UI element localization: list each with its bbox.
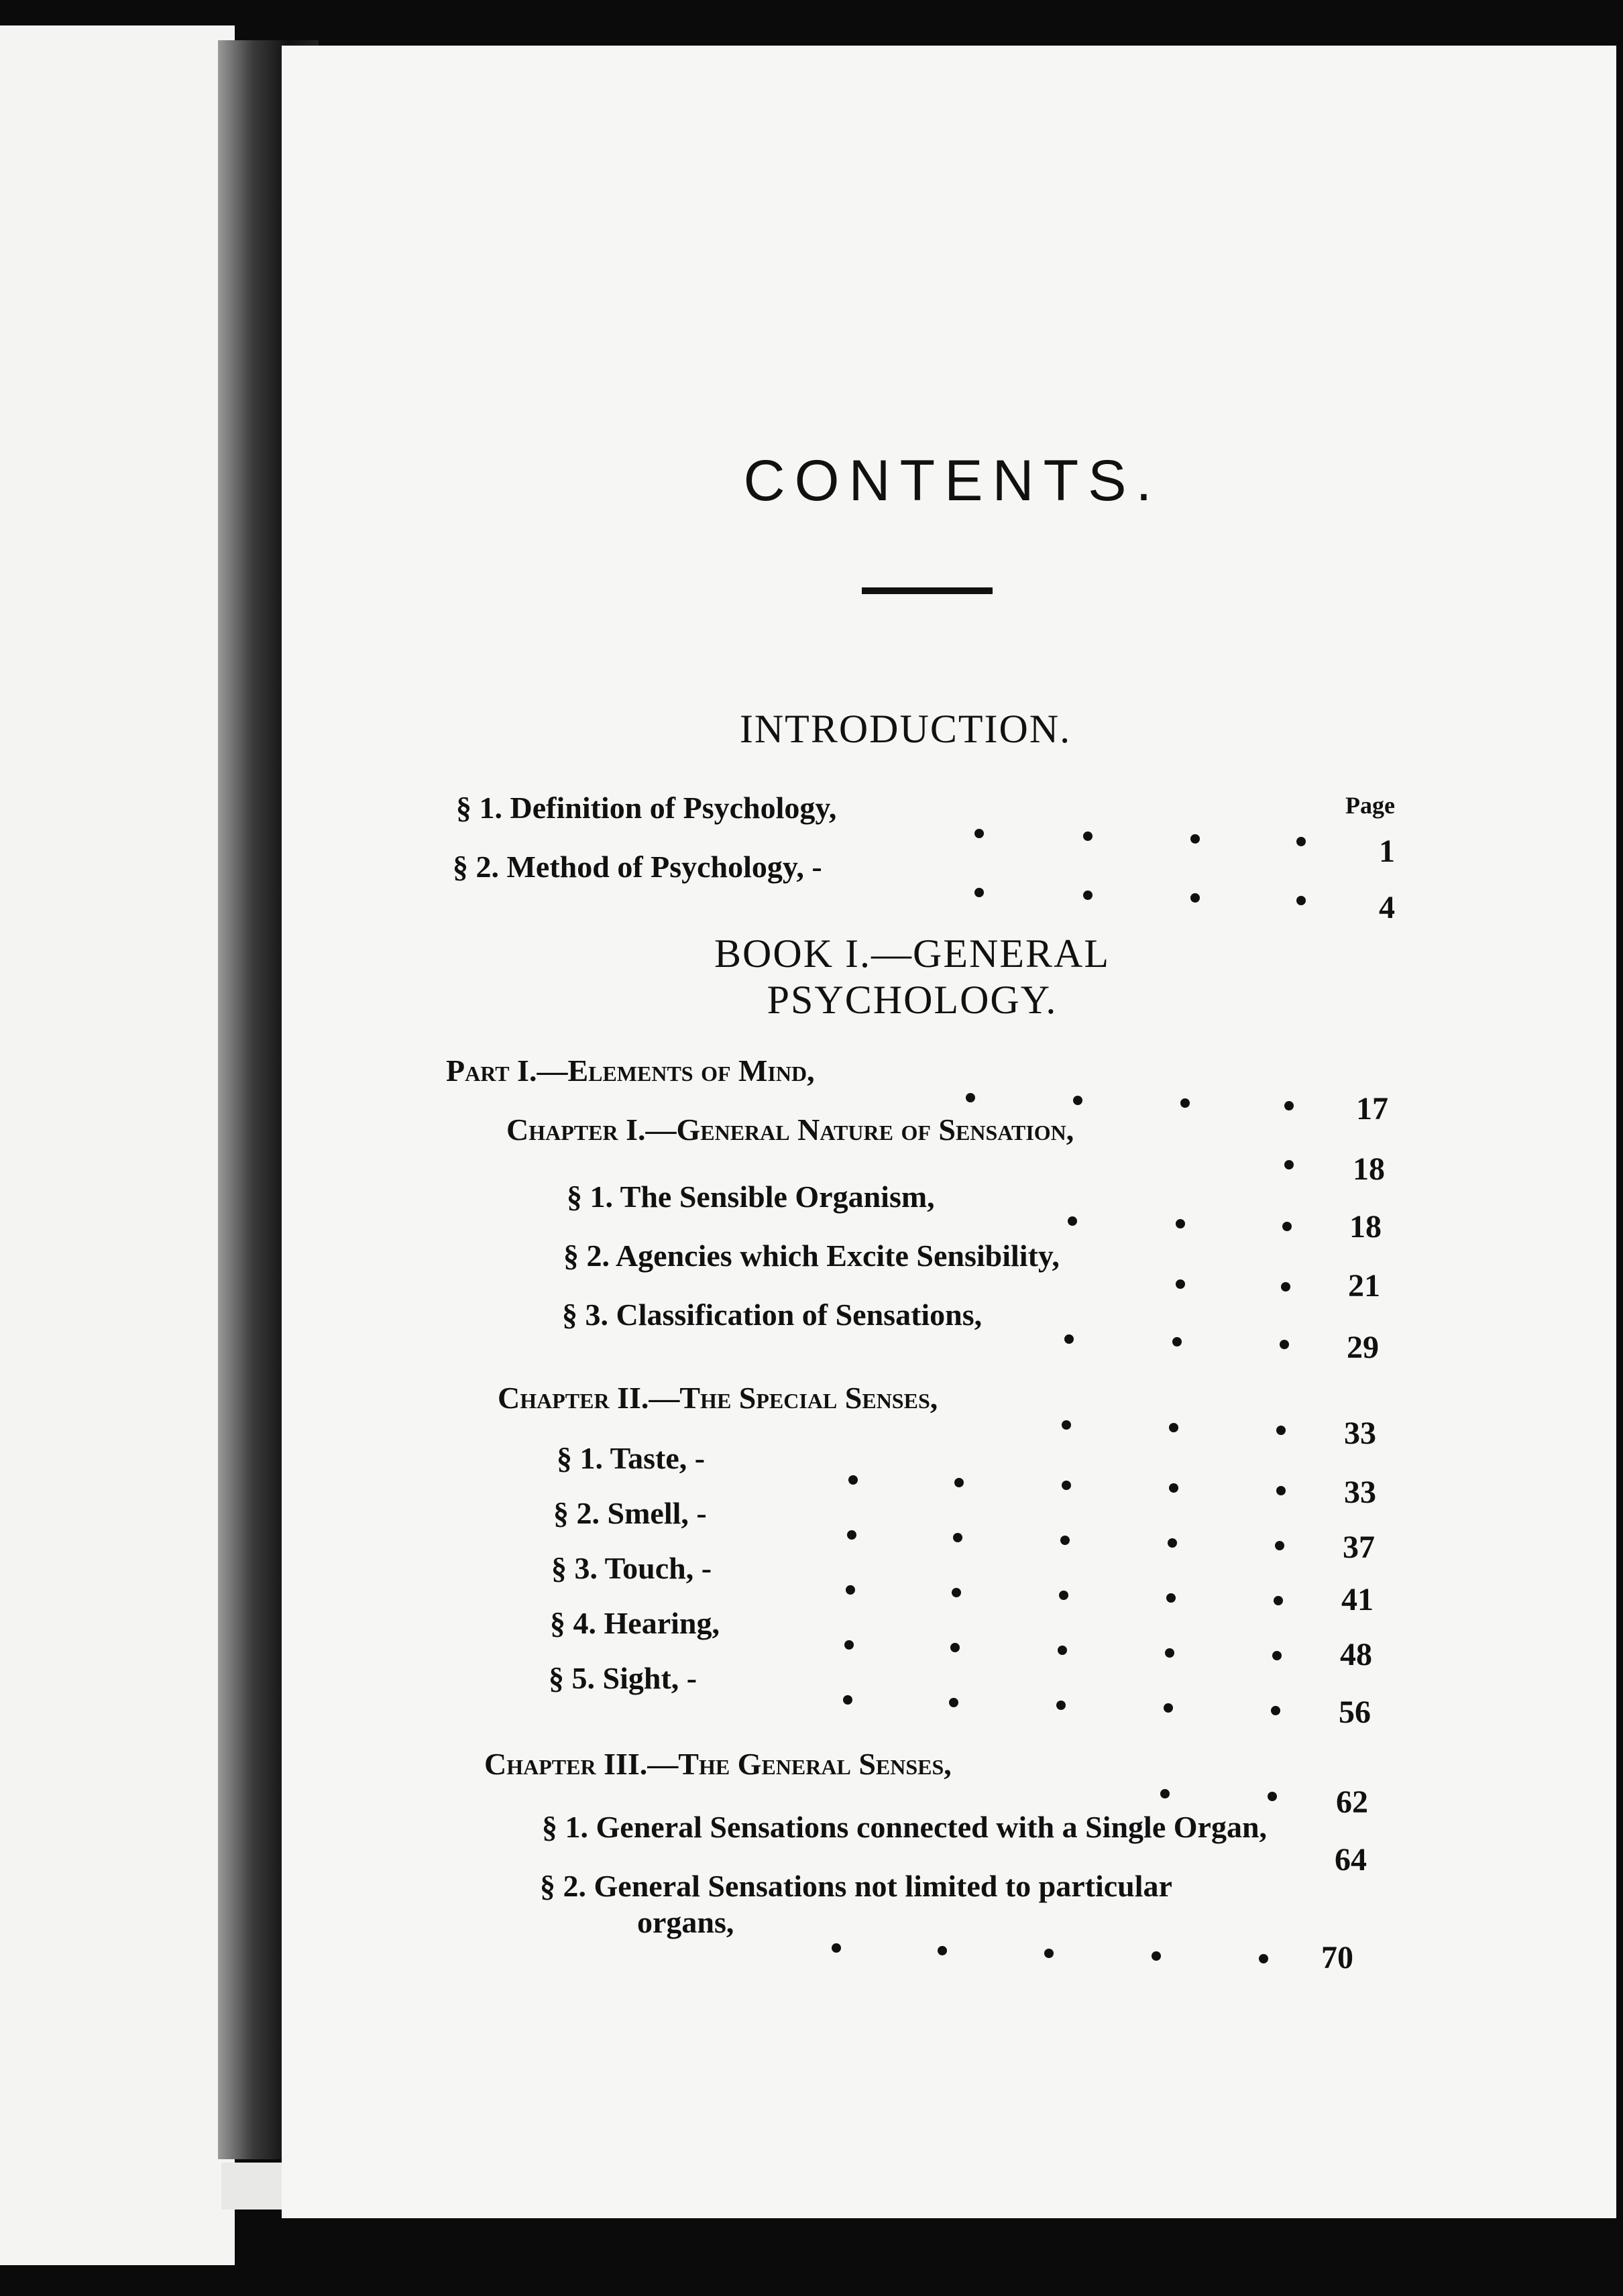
leader-dot	[966, 1093, 975, 1102]
leader-dot	[1275, 1541, 1284, 1550]
leader-dot	[1274, 1596, 1283, 1605]
leader-dot	[952, 1588, 961, 1597]
toc-entry-label: Chapter II.—The Special Senses,	[498, 1381, 938, 1415]
leader-dot	[1172, 1337, 1182, 1346]
toc-entry-label: § 1. Taste, -	[557, 1441, 706, 1475]
toc-entry-label-continuation: organs,	[637, 1905, 734, 1939]
leader-dot	[846, 1585, 855, 1595]
toc-entry-label: § 4. Hearing,	[550, 1606, 720, 1640]
toc-entry	[282, 1297, 1616, 1365]
leader-dot	[1190, 893, 1200, 903]
leader-dot	[1276, 1426, 1286, 1435]
leader-dot	[1164, 1703, 1173, 1713]
toc-entry	[282, 1238, 1616, 1304]
leader-dot	[1168, 1538, 1177, 1548]
leader-dot	[1068, 1216, 1077, 1226]
contents-page	[282, 46, 1616, 2218]
leader-dot	[1271, 1706, 1280, 1715]
toc-entry	[282, 1660, 1616, 1730]
toc-entry-page: 33	[1344, 1416, 1376, 1451]
toc-entry-label: Chapter III.—The General Senses,	[484, 1747, 952, 1781]
toc-entry-label: § 2. Agencies which Excite Sensibility,	[563, 1239, 1060, 1273]
leader-dot	[1259, 1954, 1268, 1963]
toc-entry-page: 48	[1340, 1637, 1372, 1672]
heading-introduction: INTRODUCTION.	[739, 707, 1072, 751]
toc-entry	[282, 1868, 1616, 1975]
leader-dot	[1180, 1098, 1190, 1108]
leader-dot	[974, 888, 984, 897]
leader-dot	[1176, 1219, 1185, 1228]
toc-entry-page: 33	[1344, 1475, 1376, 1510]
leader-dot	[1268, 1792, 1277, 1801]
page-title: CONTENTS.	[743, 449, 1162, 513]
leader-dot	[1073, 1096, 1082, 1105]
leader-dot	[1282, 1222, 1292, 1231]
leader-dot	[832, 1943, 841, 1953]
page-column-label: Page	[1345, 792, 1395, 819]
toc-entry	[282, 1746, 1616, 1820]
toc-entry	[282, 1440, 1616, 1510]
toc-entry-page: 18	[1349, 1209, 1382, 1245]
toc-entry-page: 4	[1379, 890, 1395, 925]
leader-dot	[1064, 1334, 1074, 1344]
toc-entry	[282, 849, 1616, 925]
leader-dot	[1281, 1282, 1290, 1292]
toc-entry-page: 56	[1339, 1695, 1371, 1730]
leader-dot	[1062, 1420, 1071, 1430]
leader-dot	[1152, 1951, 1161, 1961]
leader-dot	[1169, 1483, 1178, 1493]
toc-entry	[282, 1179, 1616, 1245]
leader-dot	[1296, 837, 1306, 846]
toc-entry	[282, 1053, 1616, 1127]
leader-dot	[1296, 896, 1306, 905]
toc-entry-page: 37	[1343, 1530, 1375, 1565]
toc-entry-page: 1	[1379, 834, 1395, 869]
leader-dot	[1280, 1340, 1289, 1349]
leader-dot	[844, 1640, 854, 1650]
toc-entry-page: 70	[1321, 1940, 1353, 1975]
toc-entry-label: § 1. The Sensible Organism,	[567, 1180, 935, 1214]
leader-dot	[1166, 1593, 1176, 1603]
leader-dot	[1060, 1536, 1070, 1545]
leader-dot	[1284, 1160, 1294, 1169]
leader-dot	[1083, 831, 1093, 841]
leader-dot	[1044, 1949, 1054, 1958]
leader-dot	[1062, 1481, 1071, 1490]
toc-entry-page: 41	[1341, 1582, 1374, 1617]
leader-dot	[847, 1530, 856, 1540]
leader-dot	[1169, 1423, 1178, 1432]
toc-entry	[282, 1809, 1616, 1878]
toc-entry-page: 18	[1353, 1151, 1385, 1187]
toc-entry-label: § 2. Smell, -	[553, 1496, 707, 1530]
toc-entry-page: 29	[1347, 1330, 1379, 1365]
leader-dot	[953, 1533, 962, 1542]
toc-entry	[282, 1495, 1616, 1565]
toc-entry-label: § 1. Definition of Psychology,	[456, 791, 837, 825]
toc-entry-label: § 3. Classification of Sensations,	[562, 1298, 983, 1332]
leader-dot	[1160, 1789, 1170, 1798]
toc-entry	[282, 1112, 1616, 1187]
leader-dot	[1056, 1701, 1066, 1710]
leader-dot	[1165, 1648, 1174, 1658]
leader-dot	[954, 1478, 964, 1487]
toc-entry-label: § 5. Sight, -	[549, 1661, 697, 1695]
toc-entry	[282, 1605, 1616, 1672]
leader-dot	[1284, 1101, 1294, 1110]
leader-dot	[1059, 1591, 1068, 1600]
toc-entry-page: 64	[1335, 1842, 1367, 1878]
leader-dot	[1272, 1651, 1282, 1660]
toc-entry-page: 62	[1336, 1784, 1368, 1820]
toc-entry	[282, 1380, 1616, 1451]
toc-entry-label: § 1. General Sensations connected with a Single Organ,	[542, 1810, 1268, 1844]
leader-dot	[974, 829, 984, 838]
leader-dot	[938, 1946, 947, 1955]
leader-dot	[1176, 1279, 1185, 1289]
toc-entry-label: Part I.—Elements of Mind,	[446, 1053, 815, 1088]
leader-dot	[1276, 1486, 1286, 1495]
toc-entry-label: § 3. Touch, -	[551, 1551, 712, 1585]
leader-dot	[848, 1475, 858, 1485]
toc-entry-label: Chapter I.—General Nature of Sensation,	[506, 1112, 1074, 1147]
leader-dot	[843, 1695, 852, 1705]
leader-dot	[949, 1698, 958, 1707]
leader-dot	[1190, 834, 1200, 844]
left-facing-page	[0, 25, 235, 2265]
toc-entry-page: 17	[1356, 1091, 1388, 1127]
gutter-base	[221, 2163, 282, 2209]
leader-dot	[1083, 891, 1093, 900]
title-rule	[862, 587, 993, 594]
toc-entry-label: § 2. Method of Psychology, -	[453, 850, 822, 884]
leader-dot	[950, 1643, 960, 1652]
heading-book-1: BOOK I.—GENERAL PSYCHOLOGY.	[714, 931, 1110, 1022]
toc-entry-page: 21	[1348, 1268, 1380, 1304]
leader-dot	[1058, 1646, 1067, 1655]
toc-entry	[282, 1550, 1616, 1617]
toc-entry-label: § 2. General Sensations not limited to particular	[540, 1869, 1172, 1903]
